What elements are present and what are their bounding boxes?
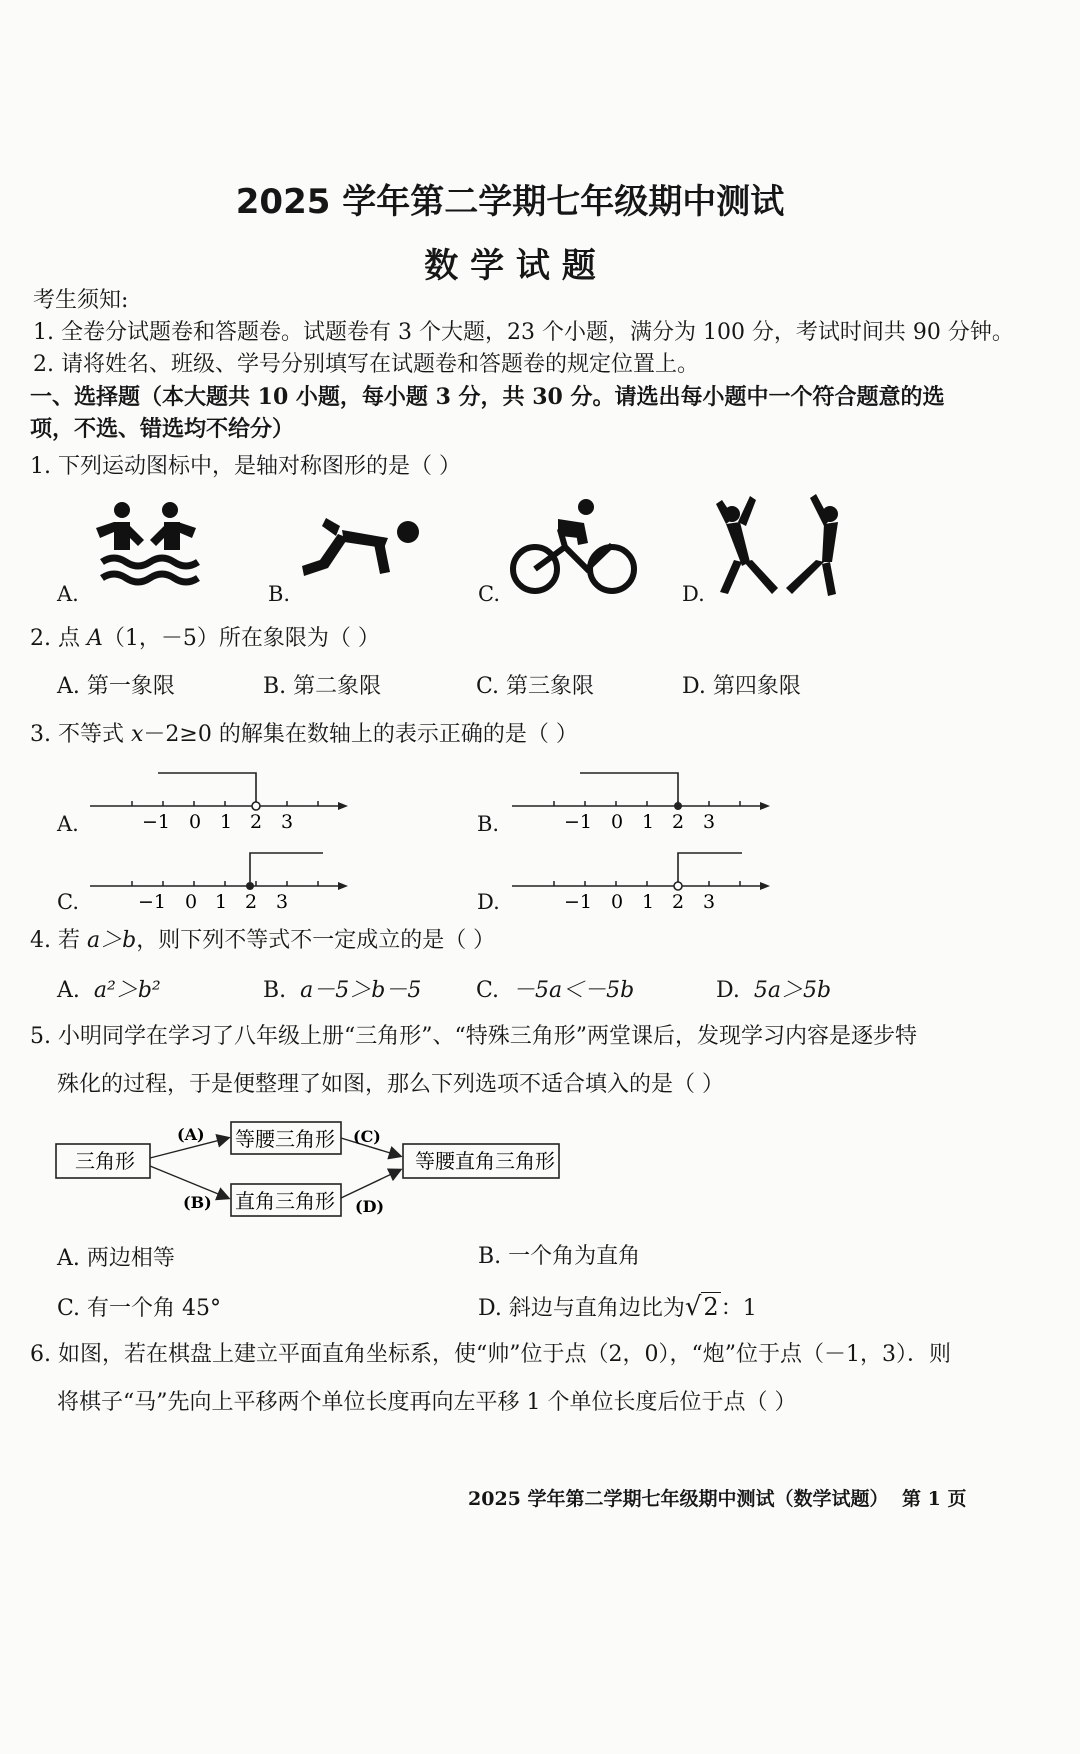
box-start-label: 三角形 — [75, 1149, 135, 1173]
tick-label: 0 — [611, 811, 624, 833]
q4-cond: a＞b — [86, 928, 137, 953]
q1-option-a: A. — [57, 582, 79, 606]
tick-label: 1 — [220, 811, 233, 833]
tick-label: 3 — [703, 811, 716, 833]
q4-option-b-expr: a－5＞b－5 — [300, 978, 422, 1003]
tick-label: 2 — [250, 811, 263, 833]
number-line-a — [88, 768, 350, 834]
q4-option-c — [476, 976, 634, 1006]
q2-option-c: C. 第三象限 — [476, 674, 595, 699]
q6-stem-line-2: 将棋子“马”先向上平移两个单位长度再向左平移 1 个单位长度后位于点（ ） — [57, 1390, 797, 1415]
box-top-label: 等腰三角形 — [235, 1127, 335, 1151]
q3-option-c: C. — [57, 890, 79, 914]
number-line-d — [510, 848, 772, 914]
q2-option-d: D. 第四象限 — [682, 674, 801, 699]
box-bottom-label: 直角三角形 — [235, 1189, 335, 1213]
q5-option-b: B. 一个角为直角 — [478, 1244, 641, 1269]
section-heading-line-2: 项，不选、错选均不给分） — [30, 416, 295, 442]
tick-label: −1 — [564, 891, 593, 913]
arrow-label-d: (D) — [355, 1197, 385, 1216]
tick-label: 1 — [642, 891, 655, 913]
tick-label: 0 — [189, 811, 202, 833]
q5-option-c: C. 有一个角 45° — [57, 1296, 222, 1321]
q4-stem-post: ，则下列不等式不一定成立的是（ ） — [136, 928, 496, 953]
subject-title: 数 学 试 题 — [424, 246, 596, 286]
q3-var: x — [130, 722, 144, 747]
tick-label: 0 — [611, 891, 624, 913]
footer-text: 2025 学年第二学期七年级期中测试（数学试题） — [468, 1488, 889, 1510]
number-line-b — [510, 768, 772, 834]
tick-label: −1 — [138, 891, 167, 913]
q5-option-d-text: D. 斜边与直角边比为 — [478, 1296, 685, 1321]
tick-label: 3 — [276, 891, 289, 913]
q1-option-b: B. — [268, 582, 291, 606]
q5-stem-line-1: 5. 小明同学在学习了八年级上册“三角形”、“特殊三角形”两堂课后，发现学习内容是逐步特 — [30, 1024, 917, 1049]
q4-option-b-label: B. — [263, 978, 287, 1003]
q2-stem-post: （1，－5）所在象限为（ ） — [102, 626, 380, 651]
runner-icon — [302, 512, 424, 592]
tick-label: 2 — [245, 891, 258, 913]
q4-option-a-expr: a²＞b² — [93, 978, 161, 1003]
cyclist-icon — [510, 497, 640, 597]
tick-label: 3 — [281, 811, 294, 833]
q4-option-d — [716, 976, 831, 1006]
q3-stem-pre: 3. 不等式 — [30, 722, 131, 747]
notice-item-1: 1. 全卷分试题卷和答题卷。试题卷有 3 个大题，23 个小题，满分为 100 分，考试时间共 90 分钟。 — [33, 320, 1014, 345]
q2-option-a: A. 第一象限 — [57, 674, 175, 699]
tick-label: −1 — [564, 811, 593, 833]
q4-stem — [30, 926, 495, 956]
q1-option-d: D. — [682, 582, 705, 606]
q4-option-b — [263, 976, 421, 1006]
tick-label: 1 — [215, 891, 228, 913]
q4-option-c-expr: －5a＜－5b — [513, 978, 635, 1003]
section-heading-line-1: 一、选择题（本大题共 10 小题，每小题 3 分，共 30 分。请选出每小题中一个符合题意的选 — [30, 384, 945, 410]
q5-stem-line-2: 殊化的过程，于是便整理了如图，那么下列选项不适合填入的是（ ） — [57, 1072, 724, 1097]
q2-stem-pre: 2. 点 — [30, 626, 87, 651]
tick-label: 2 — [672, 891, 685, 913]
q4-option-a — [57, 976, 161, 1006]
q4-option-c-label: C. — [476, 978, 500, 1003]
tick-label: −1 — [142, 811, 171, 833]
tick-label: 3 — [703, 891, 716, 913]
q3-stem-post: －2≥0 的解集在数轴上的表示正确的是（ ） — [143, 722, 578, 747]
notice-heading: 考生须知: — [33, 288, 129, 313]
box-end-label: 等腰直角三角形 — [415, 1149, 555, 1173]
q3-option-b: B. — [477, 812, 500, 836]
q4-option-a-label: A. — [57, 978, 80, 1003]
arrow-label-a: (A) — [177, 1125, 205, 1144]
tick-label: 1 — [642, 811, 655, 833]
sqrt-value: 2 — [703, 1293, 719, 1321]
q4-option-d-label: D. — [716, 978, 740, 1003]
q4-option-d-expr: 5a＞5b — [753, 978, 832, 1003]
tick-label: 0 — [185, 891, 198, 913]
triangle-classification-diagram — [50, 1118, 570, 1222]
q4-stem-pre: 4. 若 — [30, 928, 87, 953]
q1-stem: 1. 下列运动图标中，是轴对称图形的是（ ） — [30, 454, 461, 479]
number-line-c — [88, 848, 350, 914]
q3-stem — [30, 720, 578, 750]
q3-option-a: A. — [57, 812, 79, 836]
page-number: 第 1 页 — [902, 1488, 967, 1510]
tick-label: 2 — [672, 811, 685, 833]
q1-option-c: C. — [478, 582, 500, 606]
q2-option-b: B. 第二象限 — [263, 674, 382, 699]
q3-option-d: D. — [477, 890, 500, 914]
arrow-label-b: (B) — [183, 1193, 212, 1212]
q6-stem-line-1: 6. 如图，若在棋盘上建立平面直角坐标系，使“帅”位于点（2，0），“炮”位于点（－1，3）．则 — [30, 1342, 951, 1367]
q5-option-d — [478, 1292, 757, 1324]
ratio-tail: ：1 — [720, 1296, 757, 1321]
q2-point: A — [86, 626, 103, 651]
dancers-icon — [712, 492, 848, 596]
arrow-label-c: (C) — [353, 1127, 381, 1146]
swimmers-icon — [92, 500, 204, 590]
q5-option-a: A. 两边相等 — [57, 1246, 175, 1271]
notice-item-2: 2. 请将姓名、班级、学号分别填写在试题卷和答题卷的规定位置上。 — [33, 352, 699, 377]
q2-stem — [30, 624, 380, 654]
page-title: 2025 学年第二学期七年级期中测试 — [235, 182, 785, 222]
sqrt-symbol: √ — [684, 1292, 702, 1322]
